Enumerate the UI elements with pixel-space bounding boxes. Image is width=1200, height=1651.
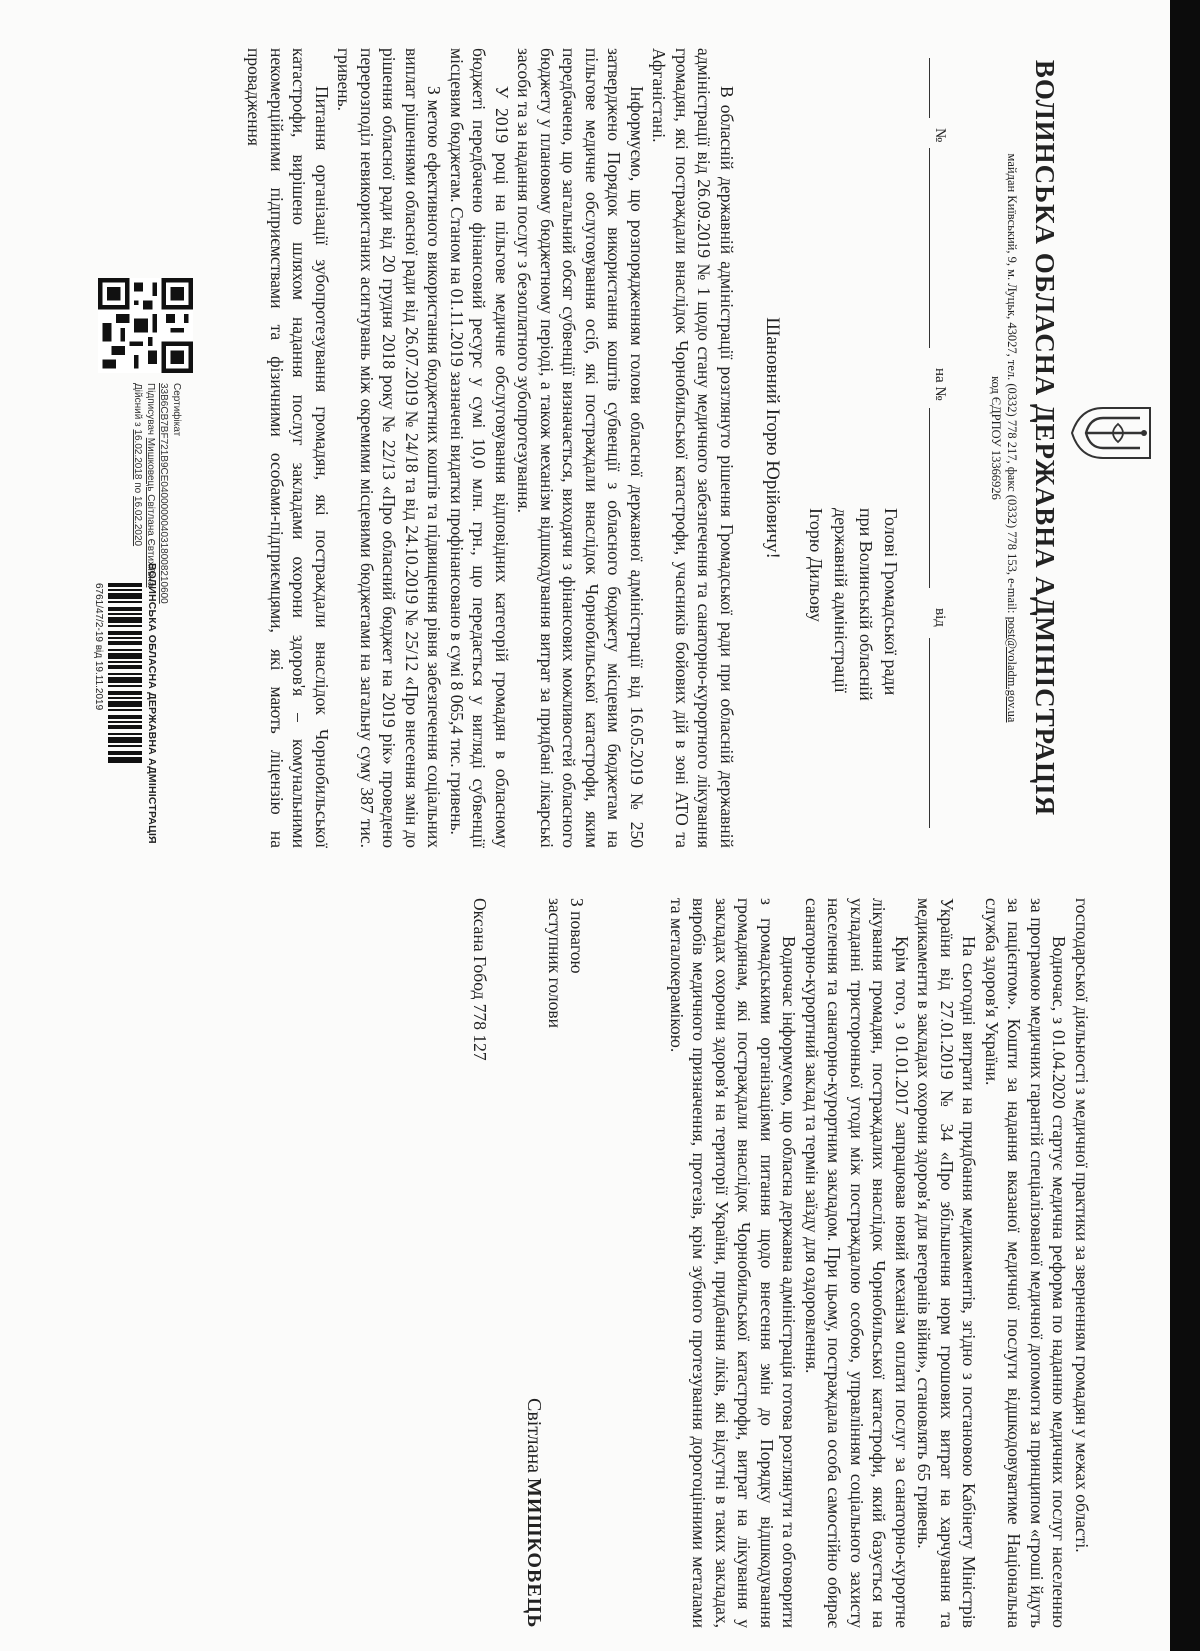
signer-name: Мишковець Світлана Євтихіївна <box>145 437 156 588</box>
addressee-line: Голові Громадської ради <box>881 508 901 696</box>
signer-title: заступник голови <box>545 898 565 1028</box>
letter-page-1 <box>78 8 1168 868</box>
letter-body-page-1 <box>243 48 738 848</box>
address-text: майдан Київський, 9, м. Луцьк, 43027, тел. (0332) 778 217, факс (0332) 778 153, e-mail: <box>1005 153 1019 617</box>
closing-block <box>544 898 588 1198</box>
signer-name-block <box>522 1398 545 1628</box>
cert-number: 33B6CB7BF721B9CE0400000040318008210600 <box>158 383 169 604</box>
trident-emblem-icon <box>1068 388 1158 478</box>
valid-mid: по <box>132 479 143 497</box>
paragraph: У 2019 році на пільгове медичне обслуговування відповідних категорій громадян в обласному бюджеті передбачено фінансовий ресурс у сумі 10,0 млн. грн., що передається у вигляді субвенції місцевим бюджетам. Станом на 01.11.2019 зазначені видатки профінансовано в сумі 8 065,4 тис. гривень. <box>447 48 512 848</box>
signer-first-name: Світлана <box>523 1398 545 1479</box>
paragraph: В обласній державній адміністрації розглянуто рішення Громадської ради при обласній державній адміністрації від 26.09.2019 № 1 щодо стану медичного забезпечення та санаторно-курортного лікування громадян, які постраждали внаслідок Чорнобильської катастрофи, учасників бойових дій в зоні АТО та Афганістані. <box>649 48 737 848</box>
reference-line <box>922 48 948 828</box>
addressee-line: державній адміністрації <box>831 508 851 693</box>
from-label: від <box>932 608 948 627</box>
signer-last-name: МИШКОВЕЦЬ <box>523 1478 545 1629</box>
letter-body-page-2 <box>666 898 1094 1628</box>
valid-from: 16.02.2018 <box>132 429 143 480</box>
salutation: Шановний Ігорю Юрійовичу! <box>762 317 783 559</box>
addressee-block <box>803 508 903 848</box>
stamp-title: ВОЛИНСЬКА ОБЛАСНА ДЕРЖАВНА АДМІНІСТРАЦІЯ <box>146 563 158 844</box>
qr-code-icon <box>98 278 193 373</box>
paragraph: Питання організації зубопротезування громадян, які постраждали внаслідок Чорнобильської катастрофи, вирішено шляхом надання послуг закладами охорони здоров'я – комунальними некомерційними підприємствами та фізичними особами-підприємцями, які мають ліцензію на провадження <box>244 48 332 848</box>
barcode-icon <box>108 583 142 763</box>
contact-person: Оксана Гобод 778 127 <box>470 898 490 1061</box>
paragraph: Інформуємо, що розпорядженням голови обласної державної адміністрації від 16.05.2019 № 250 затверджено Порядок використання коштів субвенції з обласного бюджету місцевим бюджетам на пільгове медичне обслуговування осіб, які постраждали внаслідок Чорнобильської катастрофи, яким передбачено, що загальний обсяг субвенції визначається, виходячи з фінансових можливостей обласного бюджету у плановому бюджетному періоді, а також механізм відшкодування витрат за придбані лікарські засоби та за надання послуг з безоплатного зубопротезування. <box>514 48 647 848</box>
registration-number: 6761/47/2-19 від 19.11.2019 <box>93 583 104 711</box>
org-address <box>988 38 1020 838</box>
no-label: № <box>932 128 948 143</box>
rotated-page <box>78 8 1168 1648</box>
re-label: на № <box>932 368 948 401</box>
paragraph: господарської діяльності з медичної практики за зверненням громадян у межах області. <box>1072 898 1092 1553</box>
scanner-edge <box>1170 0 1200 1651</box>
letter-page-2 <box>78 868 1168 1648</box>
email-link[interactable]: post@voladm.gov.ua <box>1005 616 1019 723</box>
addressee-line: Ігорю Дильову <box>806 508 826 622</box>
valid-label: Дійсний з <box>132 383 143 430</box>
paragraph: Крім того, з 01.01.2017 запрацював новий механізм оплати послуг за санаторно-курортне лікування громадян, постраждалих внаслідок Чорнобильської катастрофи, який базується на укладанні тристоронньої угоди між постраждалою особою, управлінням соціального захисту населення та санаторно-курортним закладом. При цьому, постраждала особа самостійно обирає санаторно-курортний заклад та термін заїзду для оздоровлення. <box>802 898 912 1628</box>
paragraph: Водночас інформуємо, що обласна державна адміністрація готова розглянути та обговорити з громадськими організаціями питання щодо внесення змін до Порядку відшкодування громадянам, які постраждали внаслідок Чорнобильської катастрофи, витрат на лікування у закладах охорони здоров'я на території України, придбання ліків, які відсутні в таких закладах, виробів медичного призначення, протезів, крім зубного протезування дорогоцінними металами та металокерамікою. <box>667 898 800 1628</box>
cert-label: Сертифікат <box>171 383 182 437</box>
paragraph: На сьогодні витрати на придбання медикаментів, згідно з постановою Кабінету Міністрів України від 27.01.2019 № 34 «Про збільшення норм грошових витрат на харчування та медикаменти в закладах охорони здоров'я для ветеранів війни», становлять 65 гривень. <box>914 898 980 1628</box>
edrpou-code: код ЄДРПОУ 13366926 <box>989 376 1003 500</box>
closing-regards: З повагою <box>567 898 587 974</box>
valid-to: 16.02.2020 <box>132 496 143 547</box>
paragraph: Водночас, з 01.04.2020 стартує медична реформа по наданню медичних послуг населенню за програмою медичних гарантій спеціалізованої медичної допомоги за принципом «гроші йдуть за пацієнтом». Кошти за надання вказаної медичної послуги відшкодовуватиме Національна служба здоров'я України. <box>982 898 1070 1628</box>
addressee-line: при Волинській обласній <box>856 508 876 701</box>
org-title: ВОЛИНСЬКА ОБЛАСНА ДЕРЖАВНА АДМІНІСТРАЦІЯ <box>1030 59 1060 817</box>
registration-stamp <box>93 563 158 853</box>
signed-by-label: Підписувач <box>145 383 156 438</box>
paragraph: З метою ефективного використання бюджетних коштів та підвищення рівня забезпечення соціальних виплат рішеннями обласної ради від 26.07.2019 № 24/18 та від 24.10.2019 № 25/12 «Про внесення змін до рішення обласної ради від 20 грудня 2018 року № 22/13 «Про обласний бюджет на 2019 рік» проведено перерозподіл невикористаних асигнувань між окремими місцевими бюджетами на загальну суму 387 тис. гривень. <box>334 48 445 848</box>
